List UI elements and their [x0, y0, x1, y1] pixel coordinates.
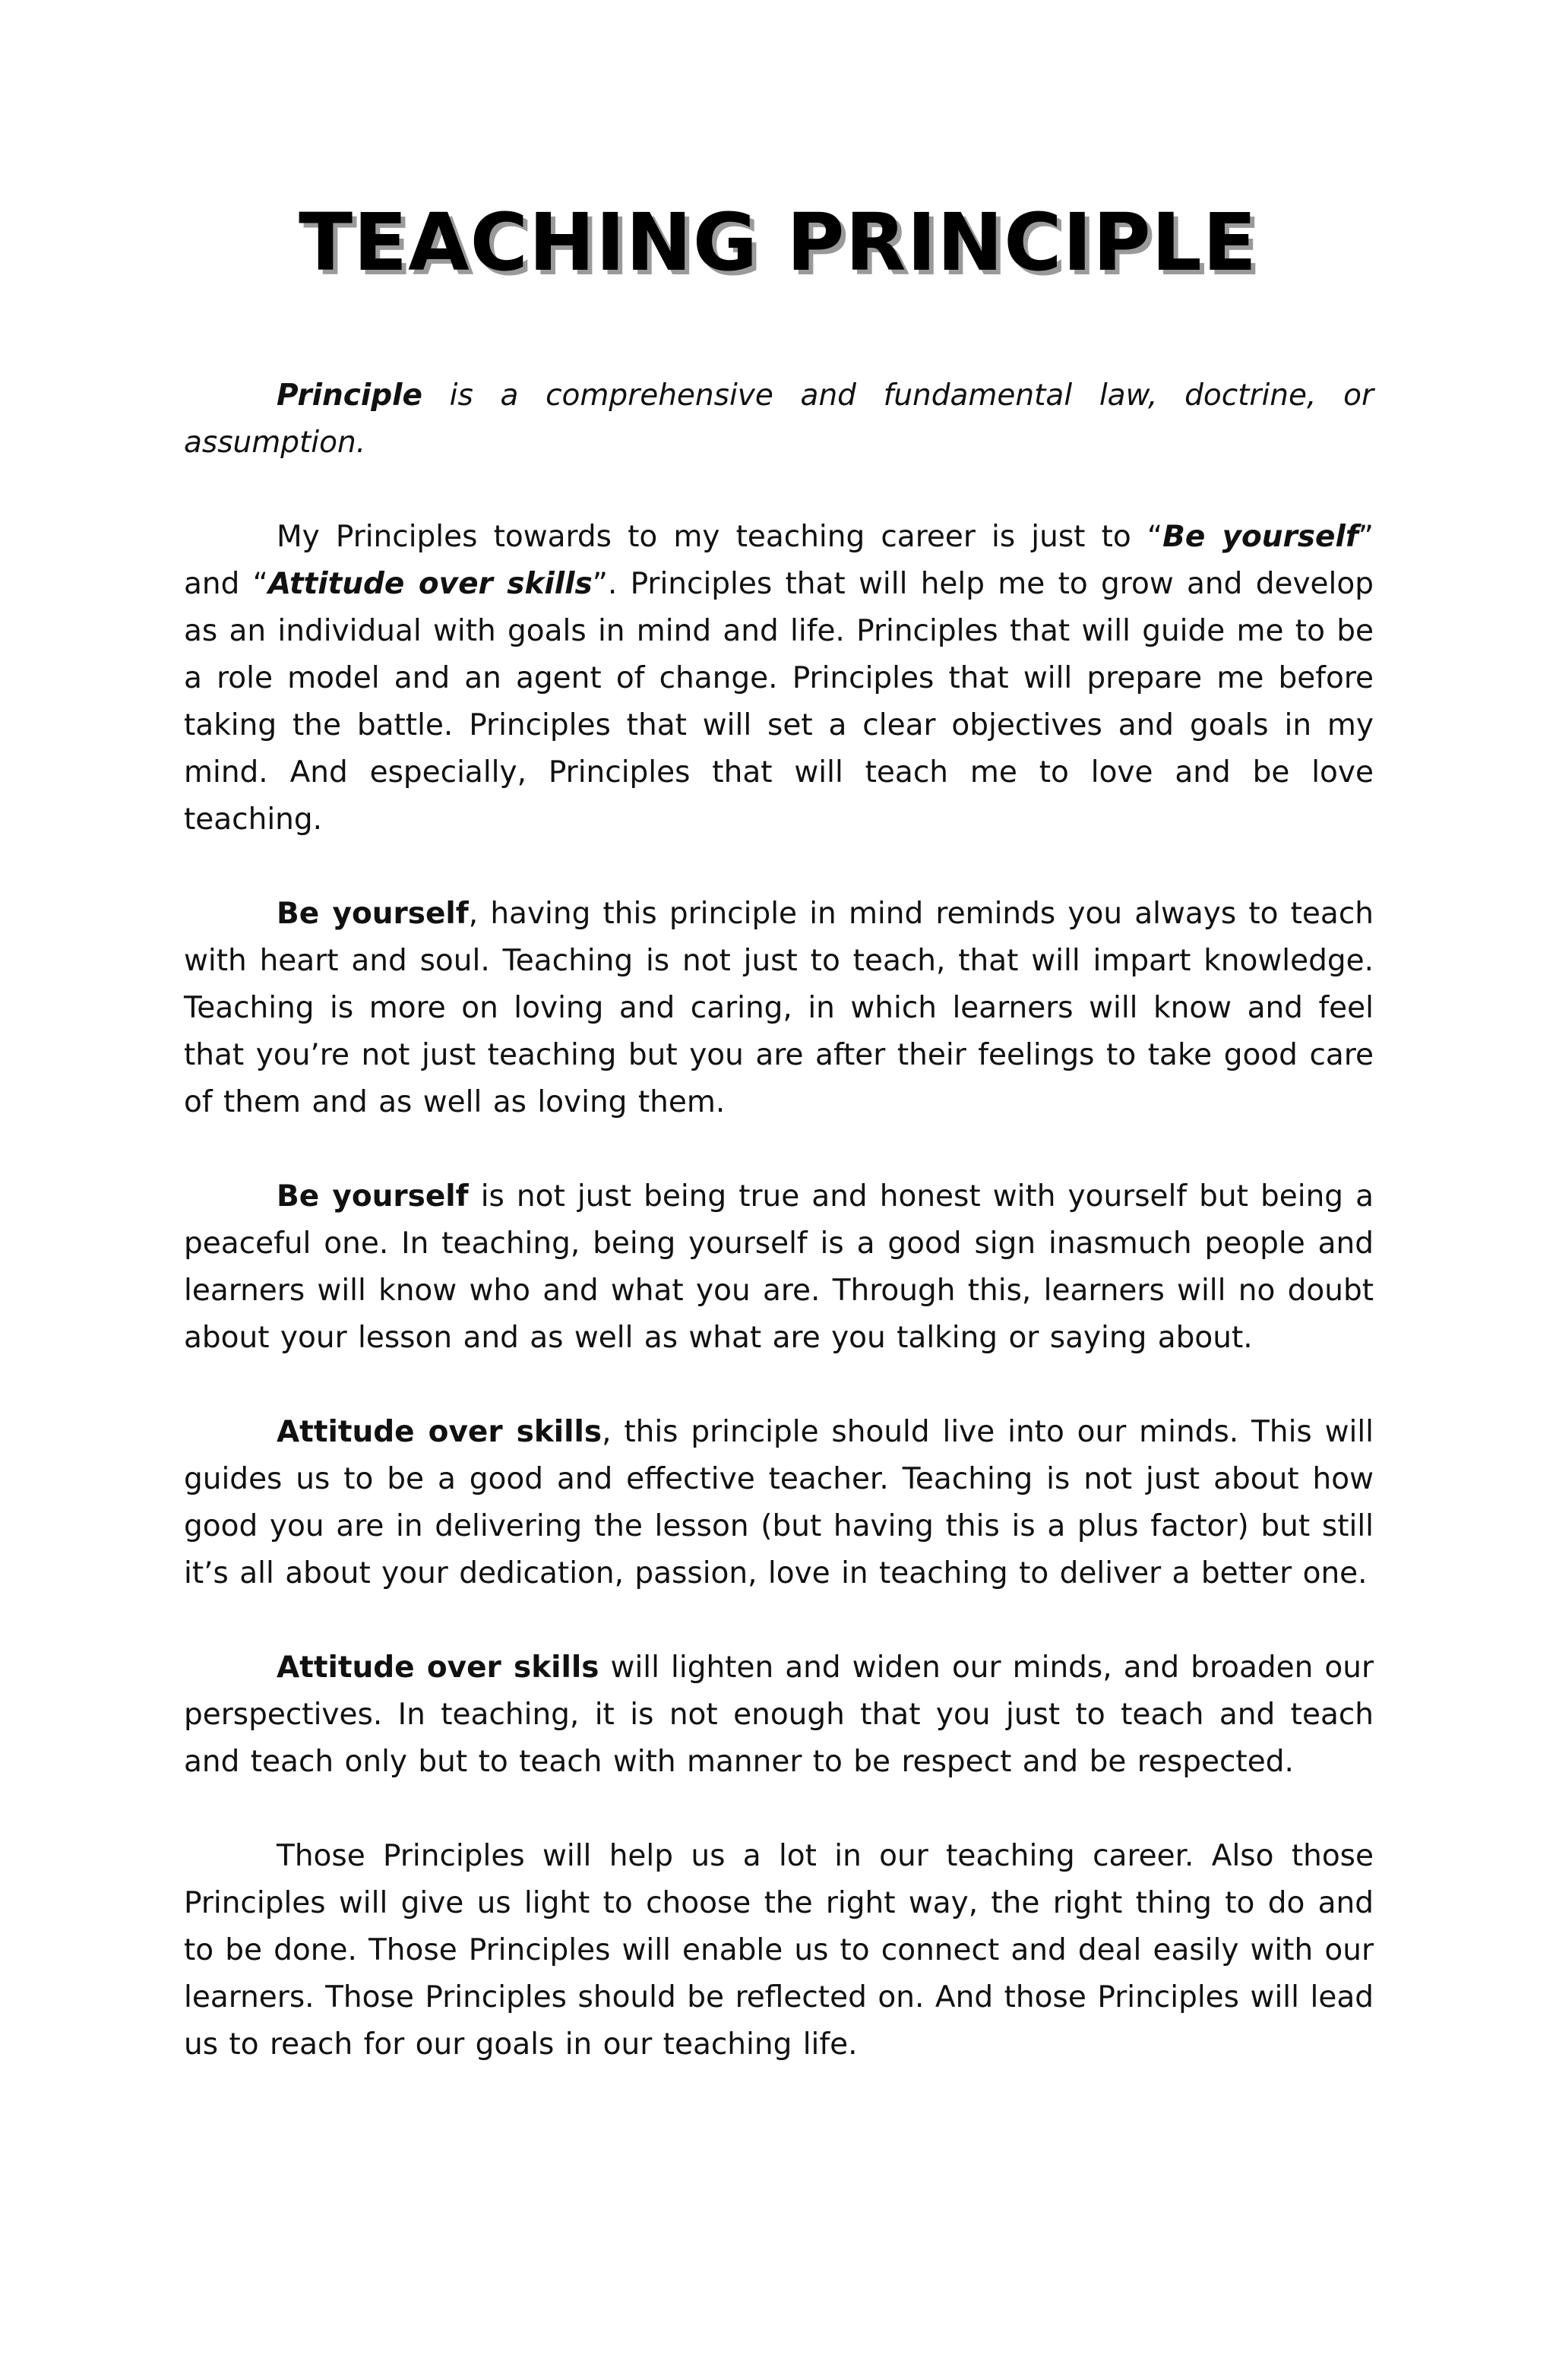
paragraph-be-yourself-1	[184, 891, 1374, 1126]
term-attitude-over-skills: Attitude over skills	[267, 567, 593, 601]
term-be-yourself: Be yourself	[277, 897, 469, 931]
term-be-yourself: Be yourself	[277, 1179, 469, 1214]
paragraph-conclusion	[184, 1833, 1374, 2068]
paragraph-definition	[184, 372, 1374, 467]
term-attitude-over-skills: Attitude over skills	[277, 1415, 602, 1449]
text-segment: is not just being true and honest with yourself but being a peaceful one. In teaching, being yourself is a good sign inasmuch people and learners will know who and what you are. Through this, learners will no doubt about your lesson and as well as what are you talking or saying about.	[184, 1179, 1374, 1355]
text-segment: will lighten and widen our minds, and broaden our perspectives. In teaching, it is not enough that you just to teach and teach and teach only but to teach with manner to be respect and be respected.	[184, 1650, 1374, 1779]
definition-text: is a comprehensive and fundamental law, doctrine, or assumption.	[184, 378, 1374, 460]
paragraph-attitude-2	[184, 1644, 1374, 1786]
paragraph-my-principles	[184, 514, 1374, 843]
text-segment: , this principle should live into our minds. This will guides us to be a good and effective teacher. Teaching is not just about how good you are in delivering the lesson (but having this is a plus factor) but still it’s all about your dedication, passion, love in teaching to deliver a better one.	[184, 1415, 1374, 1590]
text-segment: , having this principle in mind reminds you always to teach with heart and soul. Teaching is not just to teach, that will impart knowledge. Teaching is more on loving and caring, in which learners will know and feel that you’re not just teaching but you are after their feelings to take good care of them and as well as loving them.	[184, 897, 1374, 1119]
text-segment: My Principles towards to my teaching career is just to “	[277, 520, 1163, 554]
text-segment: Those Principles will help us a lot in our teaching career. Also those Principles will give us light to choose the right way, the right thing to do and to be done. Those Principles will enable us to connect and deal easily with our learners. Those Principles should be reflected on. And those Principles will lead us to reach for our goals in our teaching life.	[184, 1839, 1374, 2062]
term-attitude-over-skills: Attitude over skills	[277, 1650, 599, 1685]
term-be-yourself: Be yourself	[1162, 520, 1358, 554]
paragraph-be-yourself-2	[184, 1173, 1374, 1362]
page-title: TEACHING PRINCIPLE	[299, 196, 1257, 289]
text-segment: ”. Principles that will help me to grow and develop as an individual with goals in mind and life. Principles that will guide me to be a role model and an agent of change. Principles that will prepare me before taking the battle. Principles that will set a clear objectives and goals in my mind. And especially, Principles that will teach me to love and be love teaching.	[184, 567, 1374, 837]
document-body	[184, 372, 1374, 2116]
text-segment: ” and “	[184, 520, 1374, 601]
paragraph-attitude-1	[184, 1409, 1374, 1597]
term-principle: Principle	[277, 378, 422, 413]
